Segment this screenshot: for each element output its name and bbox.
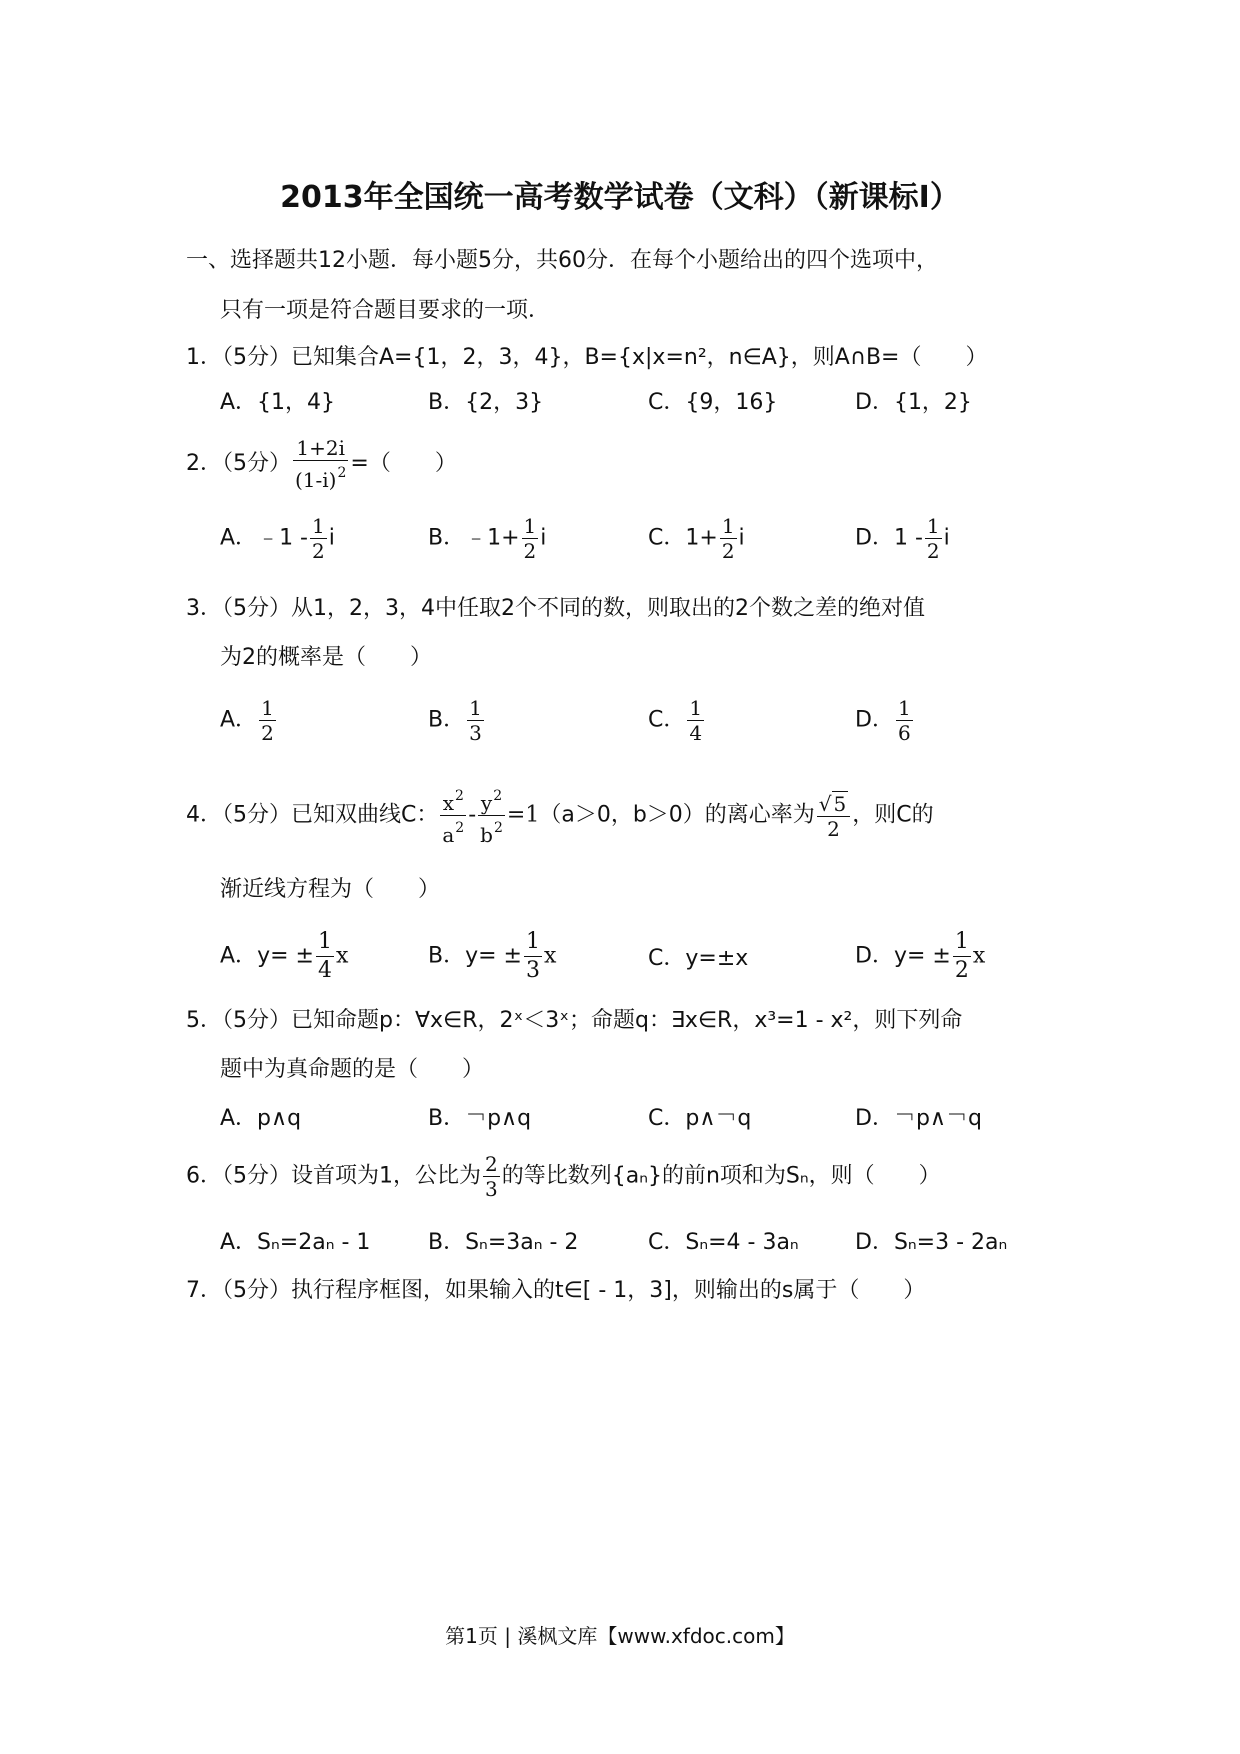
- q2-fraction: [293, 436, 348, 492]
- q5-option-d[interactable]: D．￢p∧￢q: [855, 1106, 982, 1131]
- option-prefix: y= ±: [465, 943, 522, 969]
- option-prefix: ﹣1+: [465, 525, 520, 551]
- y-var: y: [480, 791, 493, 815]
- q3-option-b[interactable]: [428, 696, 486, 745]
- fraction-numerator: 1: [261, 696, 274, 720]
- q3-option-a[interactable]: [220, 696, 278, 745]
- fraction-numerator: 1+2i: [293, 436, 348, 461]
- option-suffix: i: [328, 525, 335, 551]
- q2-option-a[interactable]: [220, 514, 335, 563]
- option-fraction: [522, 514, 539, 563]
- option-suffix: x: [543, 943, 557, 969]
- fraction-denominator: 2: [827, 816, 840, 841]
- option-prefix: 1 -: [893, 525, 923, 551]
- option-text: y=±x: [685, 946, 749, 971]
- page-footer: 第1页 | 溪枫文库【www.xfdoc.com】: [445, 1624, 795, 1648]
- option-label: C．: [648, 525, 686, 551]
- fraction-numerator: 1: [721, 514, 735, 538]
- option-label: D．: [855, 707, 894, 733]
- option-label: D．: [855, 943, 894, 969]
- fraction-denominator: [440, 816, 466, 847]
- x-over-a-fraction: [440, 784, 466, 847]
- q3-option-d[interactable]: [855, 696, 915, 745]
- q5-option-a[interactable]: A．p∧q: [220, 1106, 302, 1131]
- option-label: B．: [428, 525, 466, 551]
- sqrt-sign-icon: √ 5: [818, 791, 847, 816]
- fraction-numerator: 1: [524, 928, 542, 957]
- y-over-b-fraction: [478, 784, 505, 847]
- question-number: 1．: [186, 345, 222, 370]
- option-label: B．: [428, 943, 466, 969]
- option-label: A．: [220, 525, 258, 551]
- option-fraction: [925, 514, 942, 563]
- question-4: [186, 784, 934, 847]
- question-suffix: 的等比数列{aₙ}的前n项和为Sₙ，则（ ）: [501, 1163, 941, 1189]
- fraction-numerator: 1: [523, 514, 537, 538]
- q6-option-a[interactable]: A．Sₙ=2aₙ - 1: [220, 1230, 371, 1255]
- fraction-denominator: [478, 816, 505, 847]
- q4-option-b[interactable]: [428, 928, 556, 985]
- option-fraction: [896, 696, 913, 745]
- question-5-line2: 题中为真命题的是（ ）: [220, 1057, 485, 1082]
- fraction-numerator: [478, 784, 505, 816]
- fraction-numerator: 1: [897, 696, 911, 720]
- fraction-numerator: 1: [926, 514, 940, 538]
- question-number: 6．: [186, 1163, 222, 1189]
- question-text: （5分）已知集合A={1，2，3，4}，B={x|x=n²，n∈A}，则A∩B=（ ）: [222, 345, 988, 370]
- option-suffix: i: [738, 525, 745, 551]
- question-text-line1: （5分）从1，2，3，4中任取2个不同的数，则取出的2个数之差的绝对值: [222, 596, 925, 621]
- option-fraction: [524, 928, 542, 985]
- page-title: 2013年全国统一高考数学试卷（文科）（新课标Ⅰ）: [280, 180, 960, 215]
- option-fraction: [259, 696, 276, 745]
- fraction-numerator: 1: [312, 514, 325, 538]
- fraction-denominator: 2: [523, 539, 537, 563]
- question-prefix: （5分）已知双曲线C：: [222, 802, 439, 828]
- fraction-denominator: [293, 461, 348, 492]
- equals-one: =1: [506, 802, 540, 828]
- question-text: （5分）执行程序框图，如果输入的t∈[ - 1，3]，则输出的s属于（ ）: [222, 1278, 926, 1303]
- section-heading-line2: 只有一项是符合题目要求的一项．: [220, 298, 551, 323]
- question-number: 3．: [186, 596, 222, 621]
- option-suffix: x: [972, 943, 986, 969]
- fraction-denominator: 6: [897, 721, 911, 745]
- fraction-denominator: 2: [954, 958, 969, 983]
- question-prefix: （5分）: [222, 451, 291, 476]
- question-5: [186, 1006, 962, 1036]
- x-var: x: [442, 791, 454, 815]
- question-number: 2．: [186, 451, 222, 476]
- q3-option-c[interactable]: [648, 696, 706, 745]
- question-text-line1: （5分）已知命题p：∀x∈R，2ˣ＜3ˣ；命题q：∃x∈R，x³=1 - x²，则下列命: [222, 1008, 963, 1033]
- question-2: [186, 436, 457, 492]
- q2-option-c[interactable]: [648, 514, 745, 563]
- fraction-numerator: 1: [316, 928, 334, 957]
- q1-option-a[interactable]: A．{1，4}: [220, 390, 336, 415]
- fraction-denominator: 2: [926, 539, 940, 563]
- q4-option-d[interactable]: [855, 928, 985, 985]
- option-fraction: [310, 514, 327, 563]
- question-suffix: =（ ）: [350, 451, 457, 476]
- option-fraction: [720, 514, 737, 563]
- fraction-denominator: 2: [721, 539, 735, 563]
- fraction-denominator: 4: [689, 721, 703, 745]
- sqrt5-over-2-fraction: [817, 790, 850, 841]
- fraction-denominator: 3: [525, 958, 540, 983]
- fraction-numerator: [440, 784, 466, 816]
- minus-sign: -: [468, 802, 477, 828]
- option-suffix: x: [335, 943, 349, 969]
- option-prefix: y= ±: [893, 943, 951, 969]
- q2-option-d[interactable]: [855, 514, 950, 563]
- q6-option-c[interactable]: C．Sₙ=4 - 3aₙ: [648, 1230, 799, 1255]
- fraction-denominator: 3: [469, 721, 482, 745]
- question-prefix: （5分）设首项为1，公比为: [222, 1163, 481, 1189]
- fraction-numerator: 1: [469, 696, 482, 720]
- fraction-denominator: 4: [317, 958, 332, 983]
- question-3-line2: 为2的概率是（ ）: [220, 645, 432, 670]
- q5-option-b[interactable]: B．￢p∧q: [428, 1106, 532, 1131]
- exponent: 2: [455, 820, 465, 836]
- exponent: 2: [454, 788, 464, 804]
- question-4-line2: 渐近线方程为（ ）: [220, 877, 441, 902]
- b-var: b: [480, 823, 493, 847]
- option-fraction: [316, 928, 334, 985]
- option-label: A．: [220, 707, 258, 733]
- fraction-numerator: 1: [953, 928, 971, 957]
- option-label: C．: [648, 946, 686, 971]
- option-fraction: [467, 696, 484, 745]
- option-label: B．: [428, 707, 466, 733]
- fraction-numerator: [817, 790, 850, 817]
- option-suffix: i: [943, 525, 950, 551]
- question-number: 5．: [186, 1008, 222, 1033]
- q2-option-b[interactable]: [428, 514, 546, 563]
- q6-option-d[interactable]: D．Sₙ=3 - 2aₙ: [855, 1230, 1008, 1255]
- question-suffix: ，则C的: [852, 802, 934, 828]
- a-var: a: [442, 823, 455, 847]
- option-fraction: [687, 696, 704, 745]
- question-7: [186, 1276, 925, 1306]
- question-3: [186, 594, 925, 624]
- q1-option-b[interactable]: B．{2，3}: [428, 390, 544, 415]
- q4-option-a[interactable]: [220, 928, 348, 985]
- question-6: [186, 1152, 941, 1201]
- exponent: 2: [493, 788, 503, 804]
- denominator-exponent: 2: [337, 465, 347, 481]
- question-mid-text: （a＞0，b＞0）的离心率为: [539, 802, 815, 828]
- option-label: C．: [648, 707, 686, 733]
- ratio-fraction: [483, 1152, 500, 1201]
- option-label: D．: [855, 525, 894, 551]
- option-prefix: ﹣1 -: [257, 525, 308, 551]
- question-1: [186, 343, 987, 373]
- q5-option-c[interactable]: C．p∧￢q: [648, 1106, 752, 1131]
- option-prefix: y= ±: [257, 943, 314, 969]
- section-heading-line1: 一、选择题共12小题．每小题5分，共60分．在每个小题给出的四个选项中，: [186, 248, 938, 273]
- radicand: 5: [833, 791, 847, 816]
- fraction-denominator: 2: [312, 539, 325, 563]
- option-label: A．: [220, 943, 258, 969]
- fraction-denominator: 2: [261, 721, 274, 745]
- exponent: 2: [493, 820, 503, 836]
- q1-option-d[interactable]: D．{1，2}: [855, 390, 972, 415]
- fraction-numerator: 2: [485, 1152, 498, 1176]
- question-number: 4．: [186, 802, 222, 828]
- fraction-denominator: 3: [485, 1177, 498, 1201]
- option-fraction: [953, 928, 971, 985]
- option-suffix: i: [540, 525, 547, 551]
- q1-option-c[interactable]: C．{9，16}: [648, 390, 778, 415]
- denominator-base: (1-i): [295, 468, 337, 492]
- q6-option-b[interactable]: B．Sₙ=3aₙ - 2: [428, 1230, 579, 1255]
- question-number: 7．: [186, 1278, 222, 1303]
- option-prefix: 1+: [685, 525, 718, 551]
- fraction-numerator: 1: [689, 696, 703, 720]
- q4-option-c[interactable]: [648, 944, 748, 974]
